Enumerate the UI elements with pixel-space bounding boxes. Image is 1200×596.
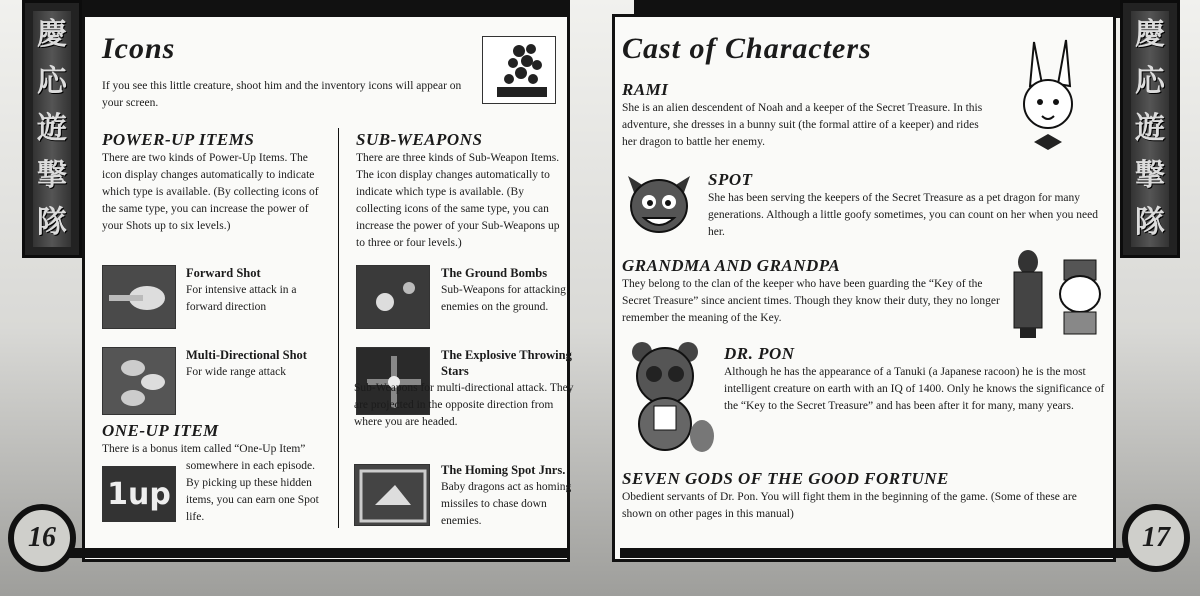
spine-char: 隊 (37, 205, 67, 241)
forward-shot-title: Forward Shot (186, 266, 261, 280)
throwing-stars-title: The Explosive Throwing Stars (441, 348, 572, 378)
spot-illustration (622, 166, 696, 249)
rami-desc: She is an alien descendent of Noah and a keeper of the Secret Treasure. In this adventure, she dresses in a bunny suit (the formal attire of a keeper) and rides her dragon to battle her enemy. (622, 102, 983, 148)
subweapons-body: There are three kinds of Sub-Weapon Items. The icon display changes automatically to indicate which type is available. (By collecting icons of the same type, you can increase the power of your Sub-Weapons up to three or four levels.) (356, 152, 560, 249)
powerup-heading: POWER-UP ITEMS (102, 130, 255, 149)
column-divider (338, 128, 339, 528)
intro-text: If you see this little creature, shoot him and the inventory icons will appear on your screen. (102, 80, 462, 109)
right-page (600, 0, 1200, 596)
oneup-body-side: somewhere in each episode. By picking up these hidden items, you can earn one Spot life. (186, 460, 319, 523)
bottom-bar (620, 548, 1128, 558)
spine-char: 隊 (1135, 205, 1165, 241)
spine-char: 慶 (37, 16, 67, 52)
oneup-heading: ONE-UP ITEM (102, 421, 219, 440)
spine-char: 撃 (1135, 158, 1165, 194)
grandparents-name: GRANDMA AND GRANDPA (622, 256, 841, 275)
spine-char: 応 (37, 63, 67, 99)
rami-illustration (1004, 38, 1092, 167)
spine-banner (22, 0, 82, 258)
seven-gods-name: SEVEN GODS OF THE GOOD FORTUNE (622, 469, 949, 488)
spine-char: 撃 (37, 158, 67, 194)
homing-spot-desc: Baby dragons act as homing missiles to chase down enemies. (441, 481, 572, 527)
spot-name: SPOT (708, 170, 753, 189)
multi-shot-desc: For wide range attack (186, 366, 286, 378)
grandparents-illustration (1004, 246, 1114, 347)
spine-char: 遊 (37, 110, 67, 146)
oneup-body-top: There is a bonus item called “One-Up Item” (102, 443, 306, 455)
spine-char: 応 (1135, 63, 1165, 99)
page-title: Icons (102, 32, 176, 65)
forward-shot-desc: For intensive attack in a forward direction (186, 284, 297, 313)
spot-desc: She has been serving the keepers of the Secret Treasure as a pet dragon for many generations. Although a little goofy sometimes, you can count on her when you need her. (708, 192, 1098, 238)
creature-sprite (482, 36, 556, 104)
homing-spot-icon (354, 464, 430, 526)
spine-char: 遊 (1135, 110, 1165, 146)
spine-banner (1120, 0, 1180, 258)
oneup-icon (102, 466, 176, 522)
throwing-stars-desc: Sub-Weapons for multi-directional attack. They are projected in the opposite direction from where you are headed. (354, 382, 574, 428)
subweapons-heading: SUB-WEAPONS (356, 130, 483, 149)
powerup-body: There are two kinds of Power-Up Items. The icon display changes automatically to indicate which type is available. (By collecting icons of the same type, you can increase the power of your Shots up to six levels.) (102, 152, 319, 232)
spine-char: 慶 (1135, 16, 1165, 52)
ground-bombs-icon (356, 265, 430, 329)
rami-name: RAMI (622, 80, 669, 99)
drpon-name: DR. PON (724, 344, 795, 363)
forward-shot-icon (102, 265, 176, 329)
page-number: 17 (1122, 504, 1190, 572)
homing-spot-title: The Homing Spot Jnrs. (441, 463, 566, 477)
multi-shot-icon (102, 347, 176, 415)
oneup-icon-label: 1up (107, 477, 171, 512)
seven-gods-desc: Obedient servants of Dr. Pon. You will fight them in the beginning of the game. (Some of these are shown on other pages in this manual) (622, 491, 1077, 520)
multi-shot-title: Multi-Directional Shot (186, 348, 307, 362)
grandparents-desc: They belong to the clan of the keeper who have been guarding the “Key of the Secret Treasure” since ancient times. Though they know their duty, they no longer remember the meaning of the Key. (622, 278, 1000, 324)
bottom-bar (60, 548, 570, 558)
drpon-illustration (622, 336, 716, 461)
ground-bombs-desc: Sub-Weapons for attacking enemies on the ground. (441, 284, 566, 313)
page-title: Cast of Characters (622, 32, 872, 65)
page-number: 16 (8, 504, 76, 572)
drpon-desc: Although he has the appearance of a Tanuki (a Japanese racoon) he is the most intelligent creature on earth with an IQ of 1400. Only he knows the significance of the “Key to the Secret Treasure” and has been after it for many, many years. (724, 366, 1105, 412)
ground-bombs-title: The Ground Bombs (441, 266, 548, 280)
